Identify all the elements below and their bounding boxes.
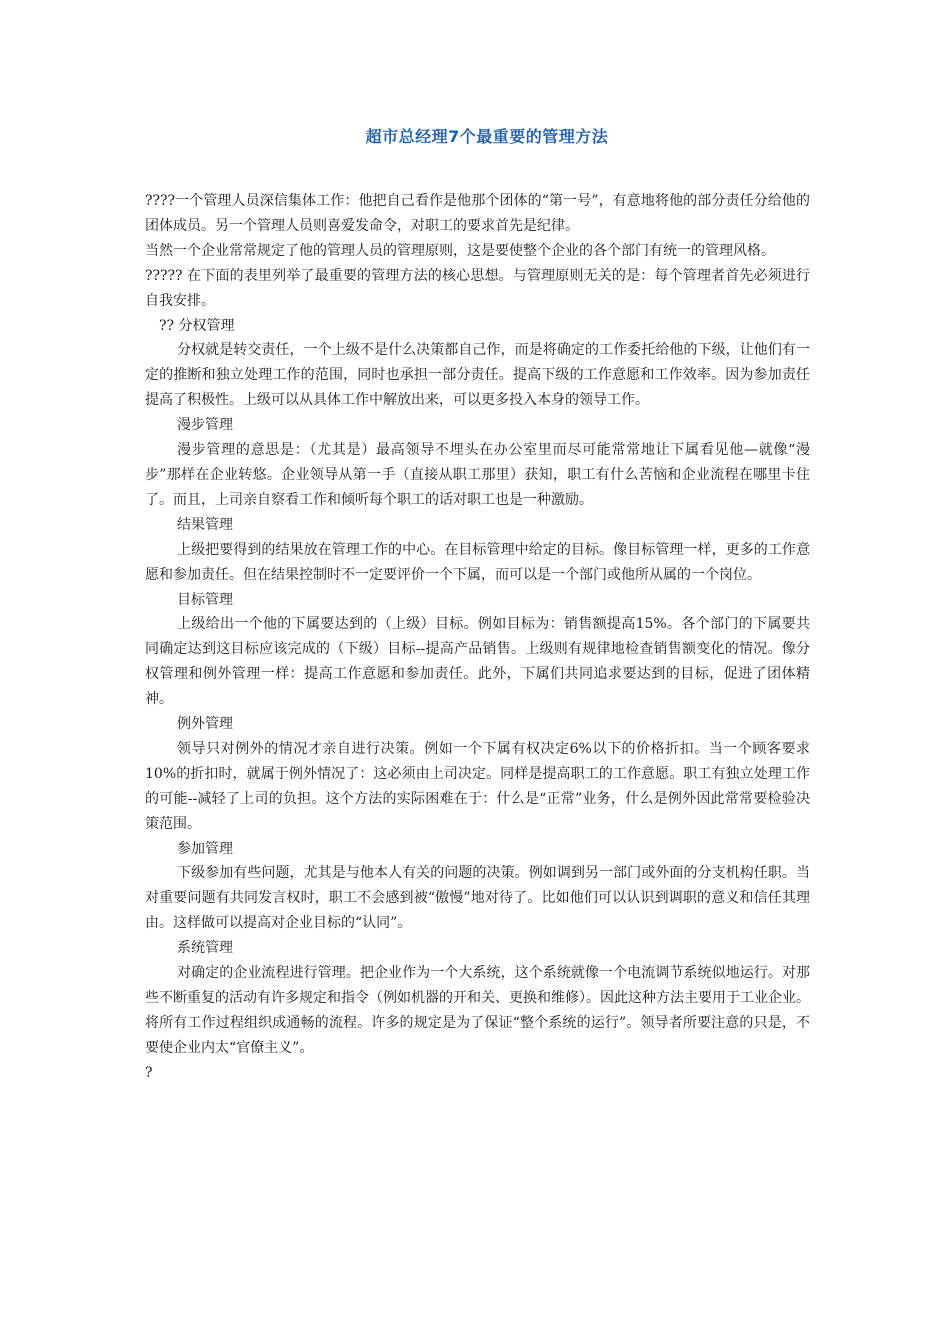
section-heading-decentralized: ?? 分权管理 xyxy=(159,317,235,334)
section-heading-exception: 例外管理 xyxy=(177,716,233,733)
paragraph-trailing-mark: ? xyxy=(145,1064,153,1081)
section-body-decentralized: 分权就是转交责任，一个上级不是什么决策都自己作，而是将确定的工作委托给他的下级，让他们有一定的推断和独立处理工作的范围，同时也承担一部分责任。提高下级的工作意愿和工作效率。因为参加责任提高了积极性。上级可以从具体工作中解放出来，可以更多投入本身的领导工作。 xyxy=(145,342,810,409)
section-body-walking: 漫步管理的意思是：（尤其是）最高领导不埋头在办公室里而尽可能常常地让下属看见他—就像“漫步”那样在企业转悠。企业领导从第一手（直接从职工那里）获知，职工有什么苦恼和企业流程在哪里卡住了。而且，上司亲自察看工作和倾听每个职工的话对职工也是一种激励。 xyxy=(145,442,810,508)
document-title: 超市总经理7个最重要的管理方法 xyxy=(365,127,609,146)
section-body-exception: 领导只对例外的情况才亲自进行决策。例如一个下属有权决定6%以下的价格折扣。当一个顾客要求10%的折扣时，就属于例外情况了：这必须由上司决定。同样是提高职工的工作意愿。职工有独立处理工作的可能--减轻了上司的负担。这个方法的实际困难在于：什么是“正常”业务，什么是例外因此常常要检验决策范围。 xyxy=(145,740,810,832)
section-body-results: 上级把要得到的结果放在管理工作的中心。在目标管理中给定的目标。像目标管理一样，更多的工作意愿和参加责任。但在结果控制时不一定要评价一个下属，而可以是一个部门或他所从属的一个岗位。 xyxy=(145,541,810,583)
section-heading-results: 结果管理 xyxy=(177,516,233,533)
paragraph-intro-2: 当然一个企业常常规定了他的管理人员的管理原则，这是要使整个企业的各个部门有统一的管理风格。 xyxy=(145,242,775,259)
paragraph-intro-1: ????一个管理人员深信集体工作：他把自己看作是他那个团体的“第一号”，有意地将他的部分责任分给他的团体成员。另一个管理人员则喜爱发命令，对职工的要求首先是纪律。 xyxy=(145,193,810,234)
paragraph-intro-3: ????? 在下面的表里列举了最重要的管理方法的核心思想。与管理原则无关的是：每个管理者首先必须进行自我安排。 xyxy=(145,267,810,309)
section-heading-walking: 漫步管理 xyxy=(177,417,233,434)
section-heading-system: 系统管理 xyxy=(177,940,233,957)
section-heading-objectives: 目标管理 xyxy=(177,591,233,608)
section-body-system: 对确定的企业流程进行管理。把企业作为一个大系统，这个系统就像一个电流调节系统似地运行。对那些不断重复的活动有许多规定和指令（例如机器的开和关、更换和维修）。因此这种方法主要用于工业企业。将所有工作过程组织成通畅的流程。许多的规定是为了保证“整个系统的运行”。领导者所要注意的只是，不要使企业内太“官僚主义”。 xyxy=(145,965,810,1056)
section-body-participation: 下级参加有些问题，尤其是与他本人有关的问题的决策。例如调到另一部门或外面的分支机构任职。当对重要问题有共同发言权时，职工不会感到被“傲慢”地对待了。比如他们可以认识到调职的意义和信任其理由。这样做可以提高对企业目标的“认同”。 xyxy=(145,865,810,932)
section-body-objectives: 上级给出一个他的下属要达到的（上级）目标。例如目标为：销售额提高15%。各个部门的下属要共同确定达到这目标应该完成的（下级）目标--提高产品销售。上级则有规律地检查销售额变化的情况。像分权管理和例外管理一样：提高工作意愿和参加责任。此外，下属们共同追求要达到的目标，促进了团体精神。 xyxy=(145,616,810,708)
document-body xyxy=(145,189,810,1086)
section-heading-participation: 参加管理 xyxy=(177,840,233,857)
